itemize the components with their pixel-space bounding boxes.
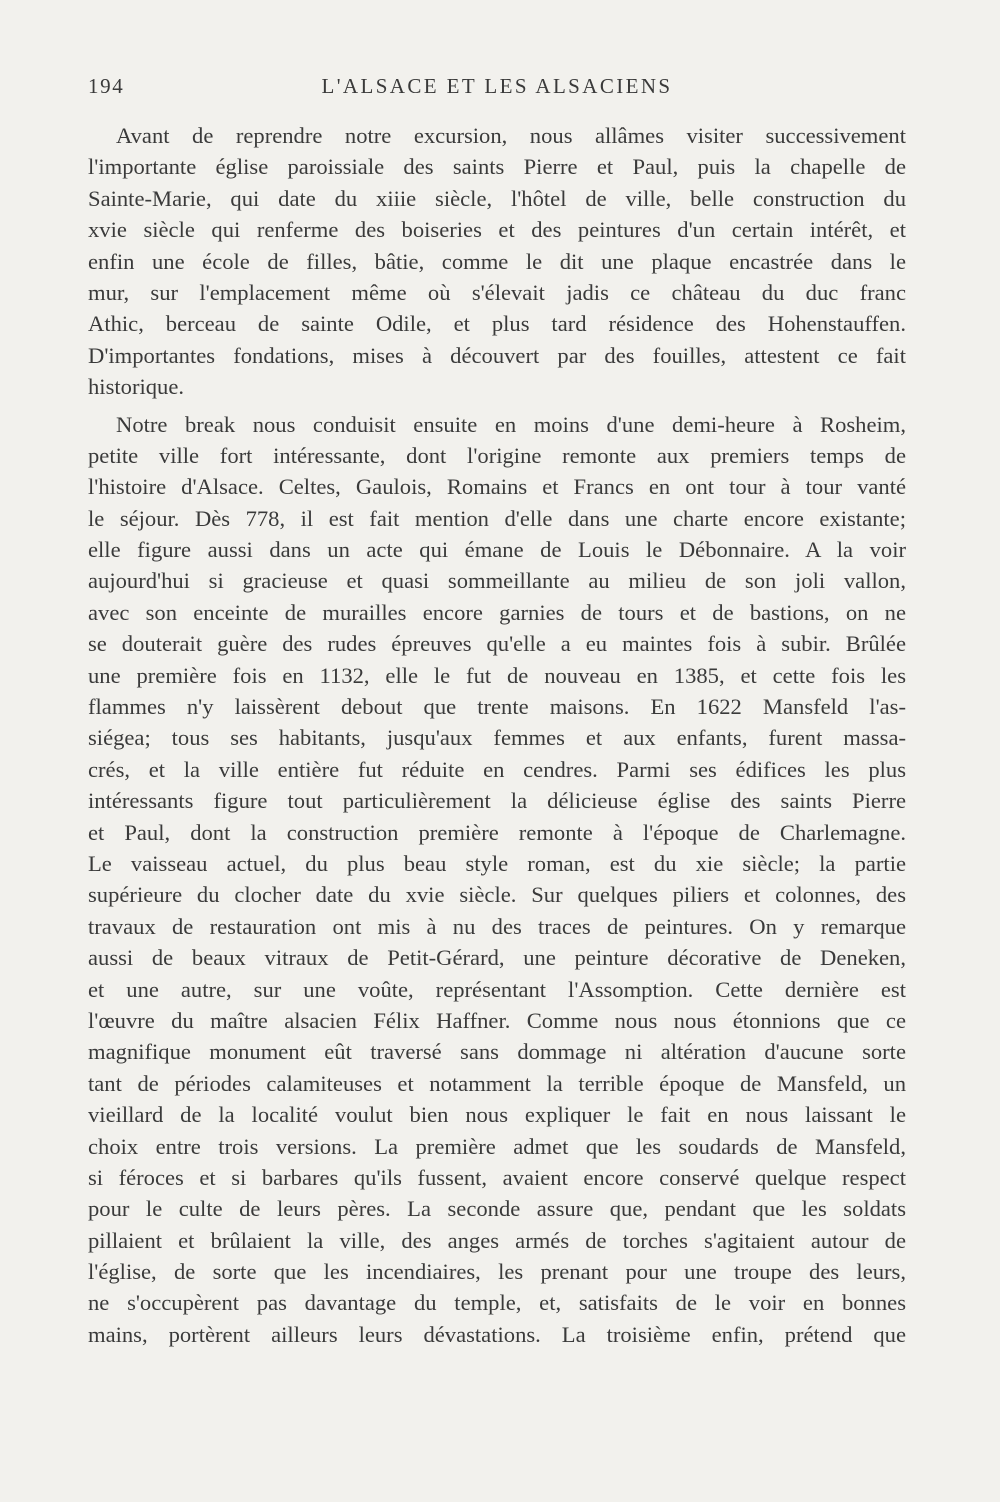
text-line: se douterait guère des rudes épreuves qu'elle a eu maintes fois à subir. Brûlée bbox=[88, 631, 906, 657]
text-line: tant de périodes calamiteuses et notamment la terrible époque de Mansfeld, un bbox=[88, 1070, 906, 1096]
text-line: Notre break nous conduisit ensuite en moins d'une demi-heure à Rosheim, bbox=[116, 411, 906, 437]
text-line: l'importante église paroissiale des saints Pierre et Paul, puis la chapelle de bbox=[88, 154, 906, 180]
text-line: et une autre, sur une voûte, représentant l'Assomption. Cette dernière est bbox=[88, 976, 906, 1002]
text-line: l'histoire d'Alsace. Celtes, Gaulois, Romains et Francs en ont tour à tour vanté bbox=[88, 474, 906, 500]
text-line: intéressants figure tout particulièrement la délicieuse église des saints Pierre bbox=[88, 788, 906, 814]
text-line: historique. bbox=[88, 374, 185, 400]
running-head bbox=[88, 74, 906, 104]
text-line: mur, sur l'emplacement même où s'élevait jadis ce château du duc franc bbox=[88, 279, 906, 305]
text-line: l'église, de sorte que les incendiaires, les prenant pour une troupe des leurs, bbox=[88, 1259, 906, 1285]
text-line: enfin une école de filles, bâtie, comme le dit une plaque encastrée dans le bbox=[88, 248, 906, 274]
page-number: 194 bbox=[88, 74, 125, 98]
text-line: pillaient et brûlaient la ville, des anges armés de torches s'agitaient autour de bbox=[88, 1227, 906, 1253]
text-line: crés, et la ville entière fut réduite en cendres. Parmi ses édifices les plus bbox=[88, 756, 906, 782]
text-line: si féroces et si barbares qu'ils fussent, avaient encore conservé quelque respect bbox=[88, 1164, 906, 1190]
paragraph bbox=[88, 120, 906, 403]
text-line: mains, portèrent ailleurs leurs dévastations. La troisième enfin, prétend que bbox=[88, 1321, 906, 1347]
text-line: flammes n'y laissèrent debout que trente maisons. En 1622 Mansfeld l'as- bbox=[88, 694, 906, 720]
text-line: vieillard de la localité voulut bien nous expliquer le fait en nous laissant le bbox=[88, 1102, 906, 1128]
running-title: L'ALSACE ET LES ALSACIENS bbox=[321, 74, 673, 98]
text-line: l'œuvre du maître alsacien Félix Haffner. Comme nous nous étonnions que ce bbox=[88, 1007, 906, 1033]
body-text bbox=[88, 120, 906, 1350]
text-line: travaux de restauration ont mis à nu des traces de peintures. On y remarque bbox=[88, 913, 906, 939]
text-line: Sainte-Marie, qui date du xiiie siècle, l'hôtel de ville, belle construction du bbox=[88, 185, 906, 211]
text-line: petite ville fort intéressante, dont l'origine remonte aux premiers temps de bbox=[88, 442, 906, 468]
text-line: pour le culte de leurs pères. La seconde assure que, pendant que les soldats bbox=[88, 1196, 906, 1222]
text-line: et Paul, dont la construction première remonte à l'époque de Charlemagne. bbox=[88, 819, 906, 845]
text-line: Le vaisseau actuel, du plus beau style roman, est du xie siècle; la partie bbox=[88, 850, 906, 876]
text-line: supérieure du clocher date du xvie siècle. Sur quelques piliers et colonnes, des bbox=[88, 882, 906, 908]
text-line: siégea; tous ses habitants, jusqu'aux femmes et aux enfants, furent massa- bbox=[88, 725, 906, 751]
text-line: Avant de reprendre notre excursion, nous allâmes visiter successivement bbox=[116, 123, 906, 148]
text-line: avec son enceinte de murailles encore garnies de tours et de bastions, on ne bbox=[88, 599, 906, 625]
paragraph bbox=[88, 409, 906, 1351]
text-line: ne s'occupèrent pas davantage du temple, et, satisfaits de le voir en bonnes bbox=[88, 1290, 906, 1316]
text-line: choix entre trois versions. La première admet que les soudards de Mansfeld, bbox=[88, 1133, 906, 1159]
text-line: le séjour. Dès 778, il est fait mention d'elle dans une charte encore existante; bbox=[88, 505, 906, 531]
text-line: Athic, berceau de sainte Odile, et plus tard résidence des Hohenstauffen. bbox=[88, 311, 906, 337]
text-line: xvie siècle qui renferme des boiseries et des peintures d'un certain intérêt, et bbox=[88, 217, 906, 243]
text-line: une première fois en 1132, elle le fut de nouveau en 1385, et cette fois les bbox=[88, 662, 906, 688]
text-line: aussi de beaux vitraux de Petit-Gérard, une peinture décorative de Deneken, bbox=[88, 945, 906, 971]
text-line: elle figure aussi dans un acte qui émane de Louis le Débonnaire. A la voir bbox=[88, 537, 906, 563]
text-line: D'importantes fondations, mises à découvert par des fouilles, attestent ce fait bbox=[88, 342, 906, 368]
text-line: aujourd'hui si gracieuse et quasi sommeillante au milieu de son joli vallon, bbox=[88, 568, 906, 594]
text-line: magnifique monument eût traversé sans dommage ni altération d'aucune sorte bbox=[88, 1039, 906, 1065]
